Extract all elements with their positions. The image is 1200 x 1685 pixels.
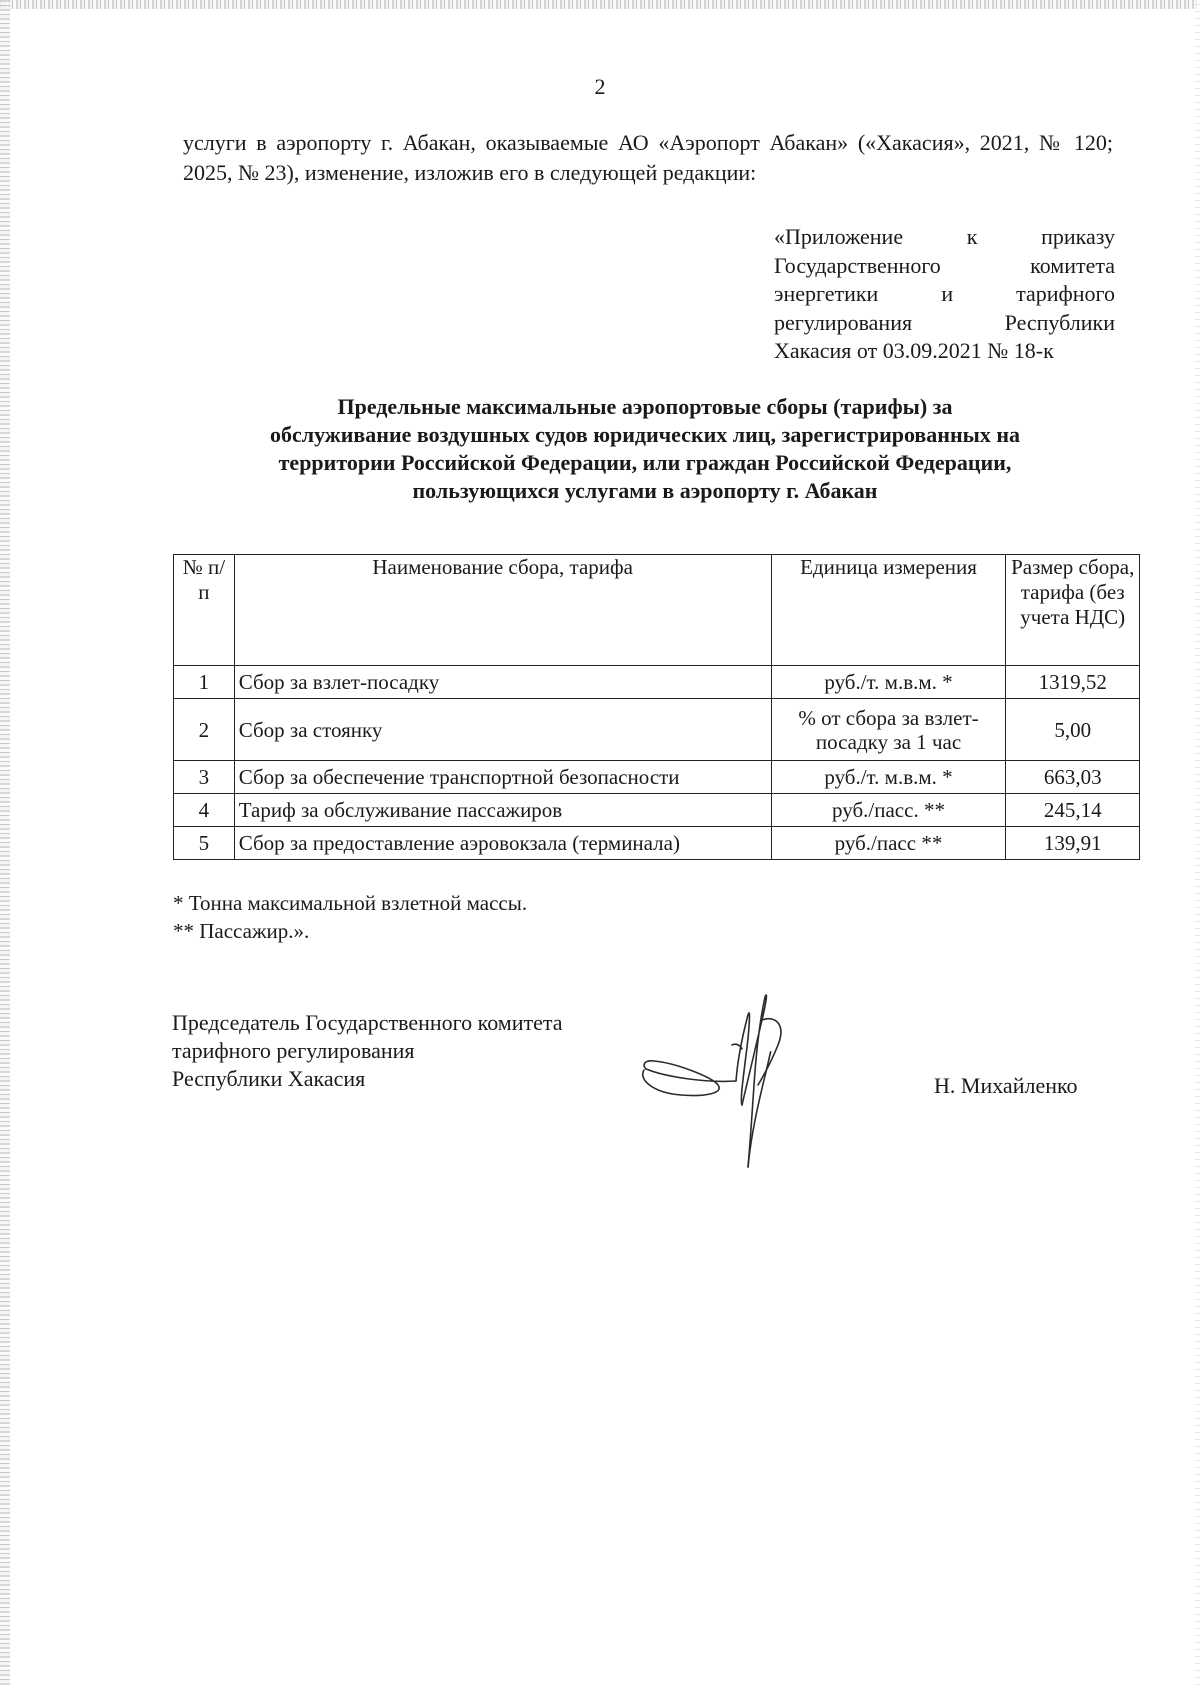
row-value: 663,03 <box>1006 761 1140 794</box>
row-unit: руб./пасс ** <box>771 827 1006 860</box>
header-value: Размер сбора, тарифа (без учета НДС) <box>1006 555 1140 666</box>
document-title <box>180 393 1110 505</box>
row-value: 5,00 <box>1006 699 1140 761</box>
appendix-line: «Приложение к приказу <box>774 224 1115 249</box>
title-line: обслуживание воздушных судов юридических лиц, зарегистрированных на <box>269 422 1021 447</box>
row-value: 139,91 <box>1006 827 1140 860</box>
scan-edge-left <box>0 0 10 1685</box>
appendix-line: энергетики и тарифного <box>774 281 1115 306</box>
signer-position-line: тарифного регулирования <box>172 1038 415 1063</box>
table-row <box>174 699 1140 761</box>
table-header-row <box>174 555 1140 666</box>
appendix-line: Хакасия от 03.09.2021 № 18-к <box>774 338 1054 363</box>
footnote: * Тонна максимальной взлетной массы. <box>173 891 528 915</box>
row-name: Сбор за стоянку <box>234 699 771 761</box>
row-unit: руб./пасс. ** <box>771 794 1006 827</box>
scan-edge-top <box>0 0 1200 9</box>
signer-position-line: Председатель Государственного комитета <box>172 1010 563 1035</box>
footnotes <box>173 889 527 945</box>
intro-paragraph: услуги в аэропорту г. Абакан, оказываемые АО «Аэропорт Абакан» («Хакасия», 2021, № 120; 2025, № 23), изменение, изложив его в следующей редакции: <box>183 130 1113 185</box>
signer-name: Н. Михайленко <box>934 1073 1078 1098</box>
row-value: 1319,52 <box>1006 666 1140 699</box>
header-unit: Единица измерения <box>771 555 1006 666</box>
title-line: Предельные максимальные аэропортовые сборы (тарифы) за <box>337 394 953 419</box>
row-num: 3 <box>174 761 235 794</box>
row-num: 4 <box>174 794 235 827</box>
signer-position <box>172 1009 563 1093</box>
header-num: № п/п <box>174 555 235 666</box>
row-unit: % от сбора за взлет-посадку за 1 час <box>771 699 1006 761</box>
title-line: пользующихся услугами в аэропорту г. Абакан <box>412 478 878 503</box>
page-number: 2 <box>594 74 606 99</box>
scan-edge-right <box>1195 0 1200 1685</box>
row-value: 245,14 <box>1006 794 1140 827</box>
row-name: Сбор за предоставление аэровокзала (терминала) <box>234 827 771 860</box>
table-row <box>174 794 1140 827</box>
table-row <box>174 666 1140 699</box>
row-name: Тариф за обслуживание пассажиров <box>234 794 771 827</box>
row-num: 5 <box>174 827 235 860</box>
row-unit: руб./т. м.в.м. * <box>771 666 1006 699</box>
row-num: 1 <box>174 666 235 699</box>
title-line: территории Российской Федерации, или граждан Российской Федерации, <box>278 450 1012 475</box>
appendix-reference <box>774 223 1115 366</box>
table-row <box>174 761 1140 794</box>
row-unit: руб./т. м.в.м. * <box>771 761 1006 794</box>
handwritten-signature <box>636 985 836 1175</box>
appendix-line: Государственного комитета <box>774 252 1115 278</box>
signer-position-line: Республики Хакасия <box>172 1066 366 1091</box>
table-row <box>174 827 1140 860</box>
row-name: Сбор за взлет-посадку <box>234 666 771 699</box>
row-name: Сбор за обеспечение транспортной безопасности <box>234 761 771 794</box>
footnote: ** Пассажир.». <box>173 919 310 943</box>
row-num: 2 <box>174 699 235 761</box>
fees-table <box>173 554 1140 860</box>
appendix-line: регулирования Республики <box>774 309 1115 335</box>
header-name: Наименование сбора, тарифа <box>234 555 771 666</box>
